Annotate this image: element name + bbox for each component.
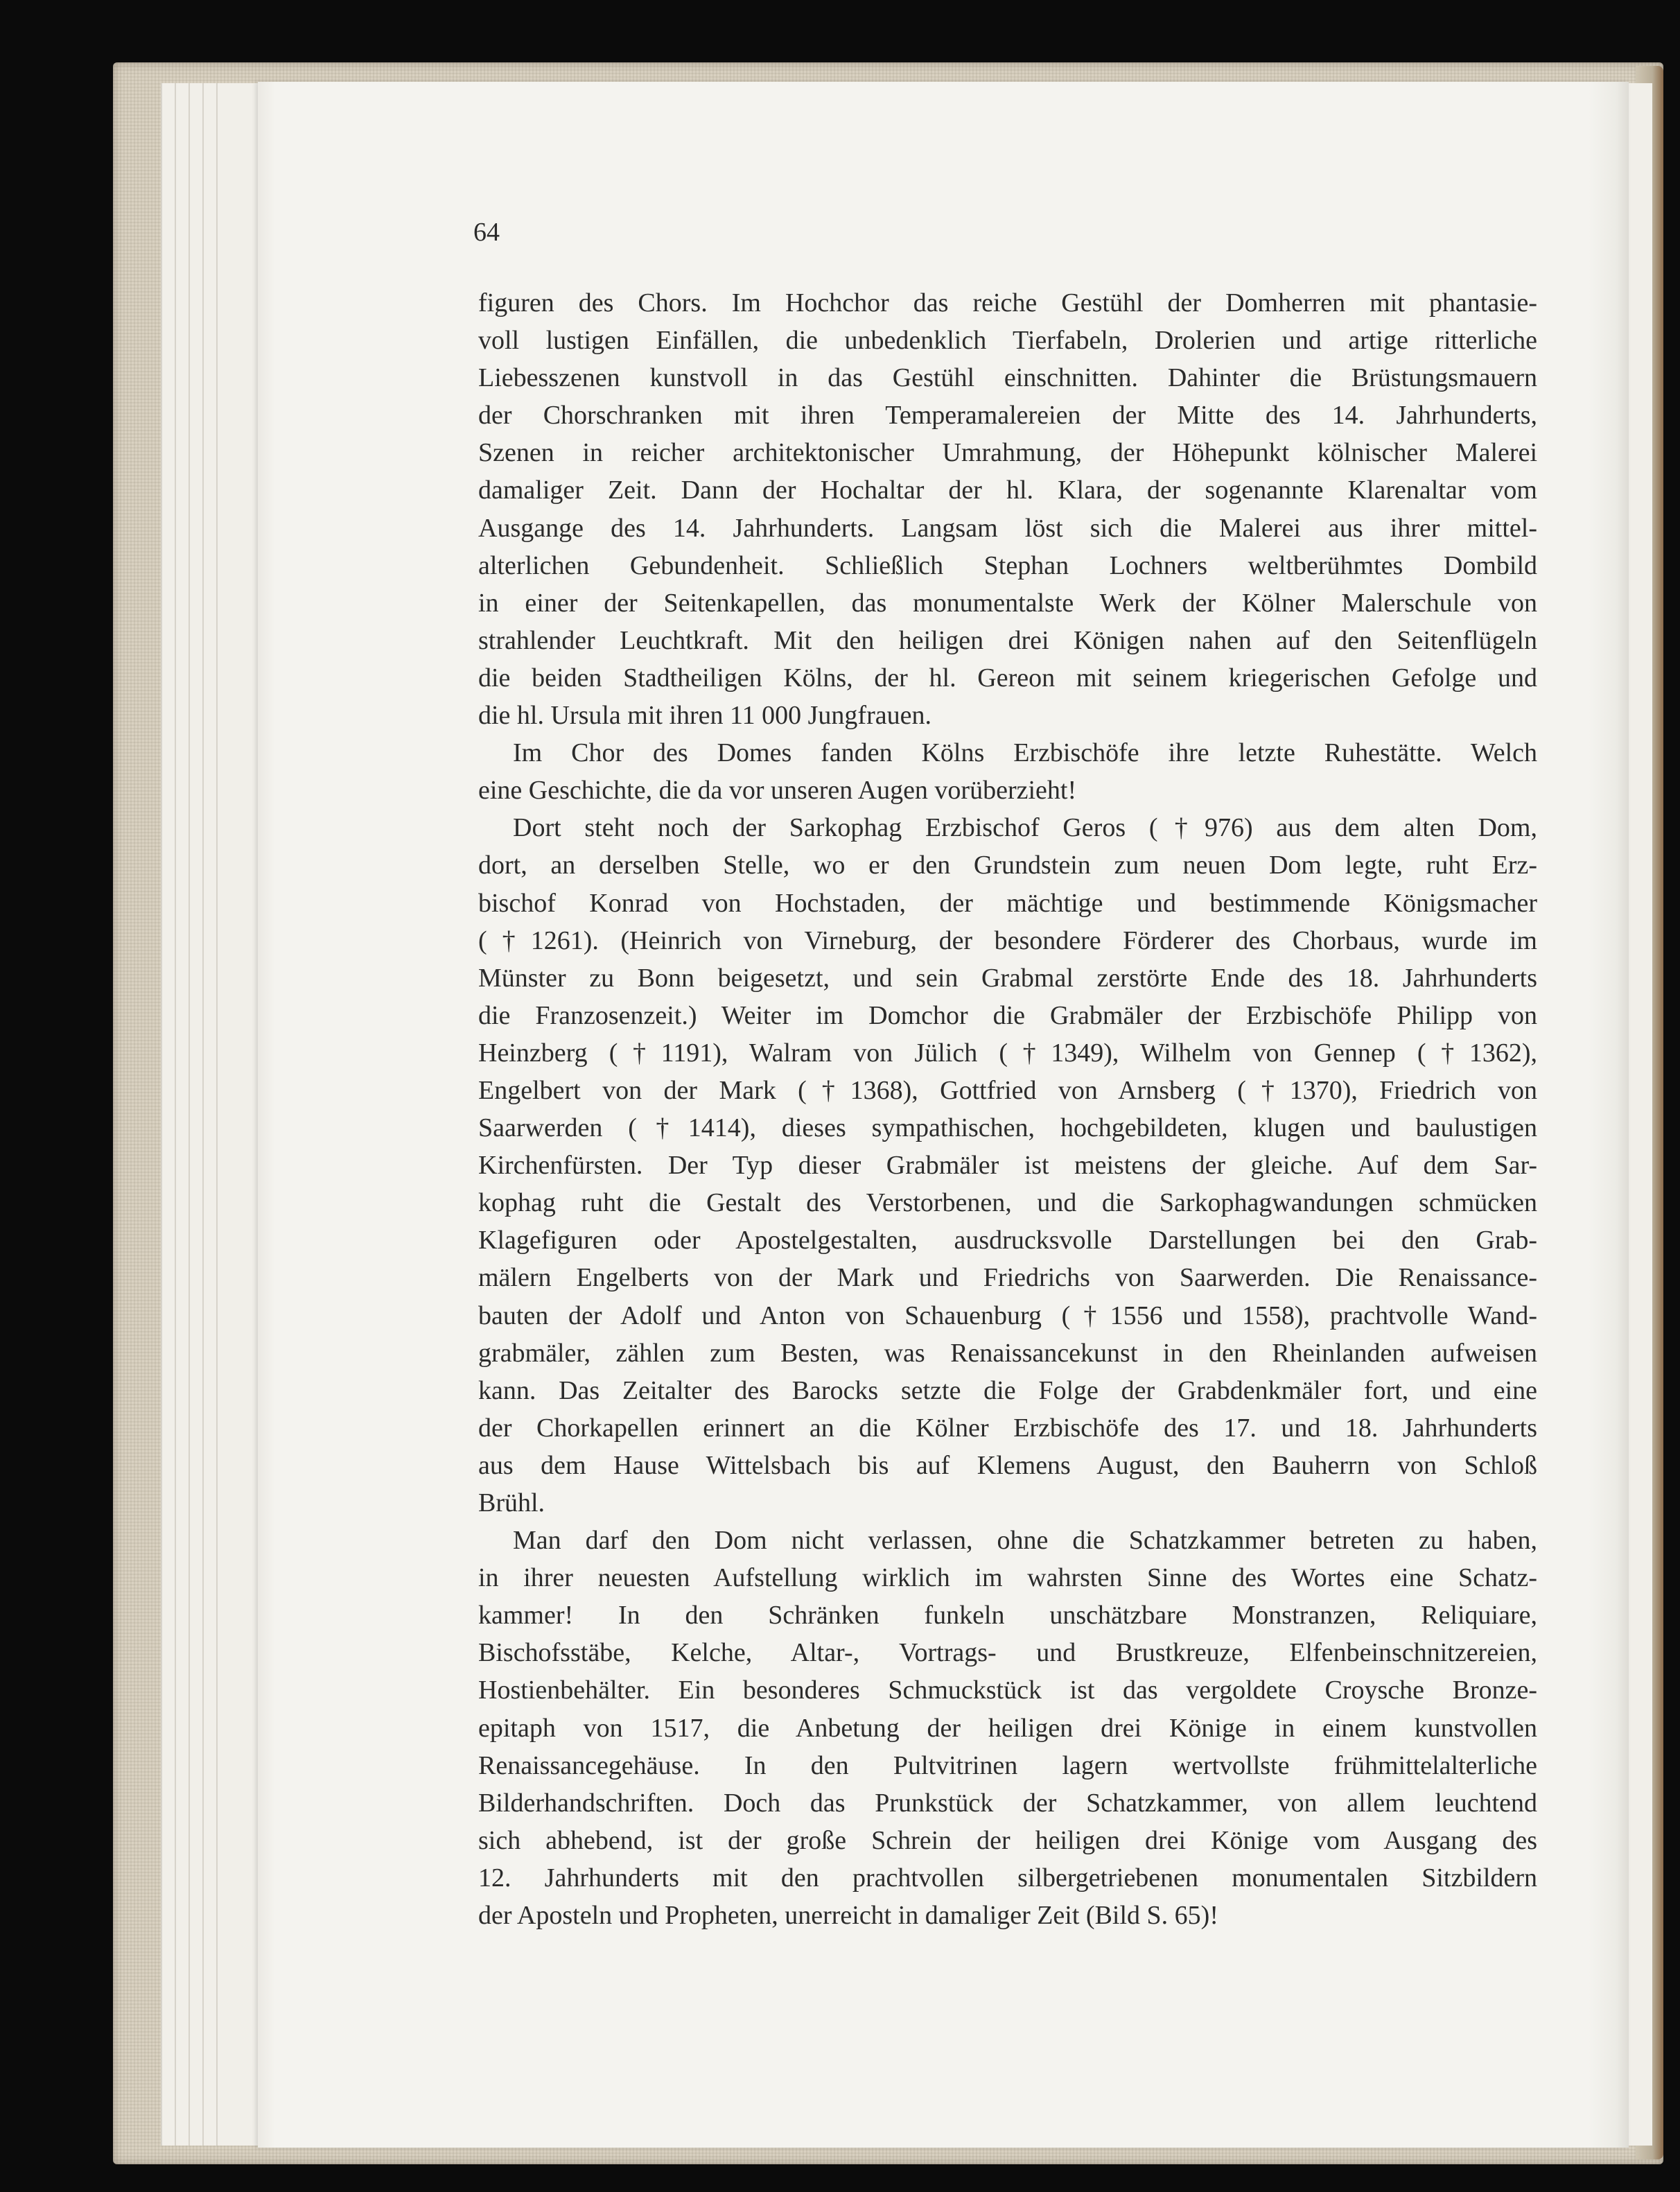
text-line: Saarwerden (†1414), dieses sympathischen, hochgebildeten, klugen und baulustigen — [478, 1113, 1537, 1143]
text-line: Engelbert von der Mark (†1368), Gottfried von Arnsberg (†1370), Friedrich von — [478, 1075, 1537, 1105]
text-line: eine Geschichte, die da vor unseren Augen vorüberzieht! — [478, 776, 1077, 806]
text-line: Dort steht noch der Sarkophag Erzbischof Geros (†976) aus dem alten Dom, — [513, 813, 1537, 843]
text-line: Heinzberg (†1191), Walram von Jülich (†1349), Wilhelm von Gennep (†1362), — [478, 1038, 1537, 1068]
text-line: Kirchenfürsten. Der Typ dieser Grabmäler ist meistens der gleiche. Auf dem Sar- — [478, 1151, 1537, 1181]
text-line: in ihrer neuesten Aufstellung wirklich im wahrsten Sinne des Wortes eine Schatz- — [478, 1563, 1537, 1593]
text-line: voll lustigen Einfällen, die unbedenklich Tierfabeln, Drolerien und artige ritterliche — [478, 326, 1537, 356]
text-line: dort, an derselben Stelle, wo er den Grundstein zum neuen Dom legte, ruht Erz- — [478, 851, 1537, 880]
page-number: 64 — [473, 218, 500, 247]
text-line: mälern Engelberts von der Mark und Friedrichs von Saarwerden. Die Renaissance- — [478, 1263, 1537, 1293]
text-line: strahlender Leuchtkraft. Mit den heiligen drei Königen nahen auf den Seitenflügeln — [478, 625, 1537, 655]
text-line: bauten der Adolf und Anton von Schauenburg (†1556 und 1558), prachtvolle Wand- — [478, 1301, 1537, 1330]
text-line: die beiden Stadtheiligen Kölns, der hl. Gereon mit seinem kriegerischen Gefolge und — [478, 663, 1537, 693]
text-line: der Chorschranken mit ihren Temperamalereien der Mitte des 14. Jahrhunderts, — [478, 401, 1537, 430]
text-line: der Chorkapellen erinnert an die Kölner Erzbischöfe des 17. und 18. Jahrhunderts — [478, 1413, 1537, 1443]
text-line: Liebesszenen kunstvoll in das Gestühl einschnitten. Dahinter die Brüstungsmauern — [478, 363, 1537, 393]
text-line: Hostienbehälter. Ein besonderes Schmuckstück ist das vergoldete Croysche Bronze- — [478, 1676, 1537, 1705]
body-text — [478, 284, 1537, 1934]
text-line: Man darf den Dom nicht verlassen, ohne die Schatzkammer betreten zu haben, — [513, 1526, 1537, 1556]
text-line: der Aposteln und Propheten, unerreicht in damaliger Zeit (Bild S. 65)! — [478, 1901, 1218, 1931]
text-line: bischof Konrad von Hochstaden, der mächtige und bestimmende Königsmacher — [478, 888, 1537, 918]
text-line: epitaph von 1517, die Anbetung der heiligen drei Könige in einem kunstvollen — [478, 1713, 1537, 1743]
paragraph — [478, 1522, 1537, 1934]
text-line: sich abhebend, ist der große Schrein der heiligen drei Könige vom Ausgang des — [478, 1825, 1537, 1855]
text-line: Szenen in reicher architektonischer Umrahmung, der Höhepunkt kölnischer Malerei — [478, 438, 1537, 468]
text-line: Ausgange des 14. Jahrhunderts. Langsam löst sich die Malerei aus ihrer mittel- — [478, 513, 1537, 543]
text-line: 12. Jahrhunderts mit den prachtvollen silbergetriebenen monumentalen Sitzbildern — [478, 1863, 1537, 1893]
text-line: Brühl. — [478, 1488, 545, 1517]
text-line: figuren des Chors. Im Hochchor das reiche Gestühl der Domherren mit phantasie- — [478, 288, 1537, 318]
text-line: damaliger Zeit. Dann der Hochaltar der hl. Klara, der sogenannte Klarenaltar vom — [478, 476, 1537, 505]
text-line: Im Chor des Domes fanden Kölns Erzbischöfe ihre letzte Ruhestätte. Welch — [513, 738, 1537, 768]
text-line: kann. Das Zeitalter des Barocks setzte die Folge der Grabdenkmäler fort, und eine — [478, 1375, 1537, 1405]
text-line: alterlichen Gebundenheit. Schließlich Stephan Lochners weltberühmtes Dombild — [478, 550, 1537, 580]
text-line: die hl. Ursula mit ihren 11 000 Jungfrauen. — [478, 701, 931, 731]
text-line: in einer der Seitenkapellen, das monumentalste Werk der Kölner Malerschule von — [478, 588, 1537, 618]
text-line: (†1261). (Heinrich von Virneburg, der besondere Förderer des Chorbaus, wurde im — [478, 925, 1537, 955]
text-line: kophag ruht die Gestalt des Verstorbenen, und die Sarkophagwandungen schmücken — [478, 1188, 1537, 1218]
text-line: Bilderhandschriften. Doch das Prunkstück der Schatzkammer, von allem leuchtend — [478, 1788, 1537, 1818]
text-line: Münster zu Bonn beigesetzt, und sein Grabmal zerstörte Ende des 18. Jahrhunderts — [478, 963, 1537, 993]
text-line: kammer! In den Schränken funkeln unschätzbare Monstranzen, Reliquiare, — [478, 1601, 1537, 1630]
paragraph — [478, 809, 1537, 1522]
text-line: grabmäler, zählen zum Besten, was Renaissancekunst in den Rheinlanden aufweisen — [478, 1338, 1537, 1368]
text-line: aus dem Hause Wittelsbach bis auf Klemens August, den Bauherrn von Schloß — [478, 1450, 1537, 1480]
paragraph — [478, 734, 1537, 809]
text-line: Klagefiguren oder Apostelgestalten, ausdrucksvolle Darstellungen bei den Grab- — [478, 1226, 1537, 1255]
text-line: die Franzosenzeit.) Weiter im Domchor die Grabmäler der Erzbischöfe Philipp von — [478, 1000, 1537, 1030]
text-line: Bischofsstäbe, Kelche, Altar-, Vortrags- und Brustkreuze, Elfenbeinschnitzereien, — [478, 1638, 1537, 1668]
paragraph — [478, 284, 1537, 734]
text-line: Renaissancegehäuse. In den Pultvitrinen lagern wertvollste frühmittelalterliche — [478, 1750, 1537, 1780]
